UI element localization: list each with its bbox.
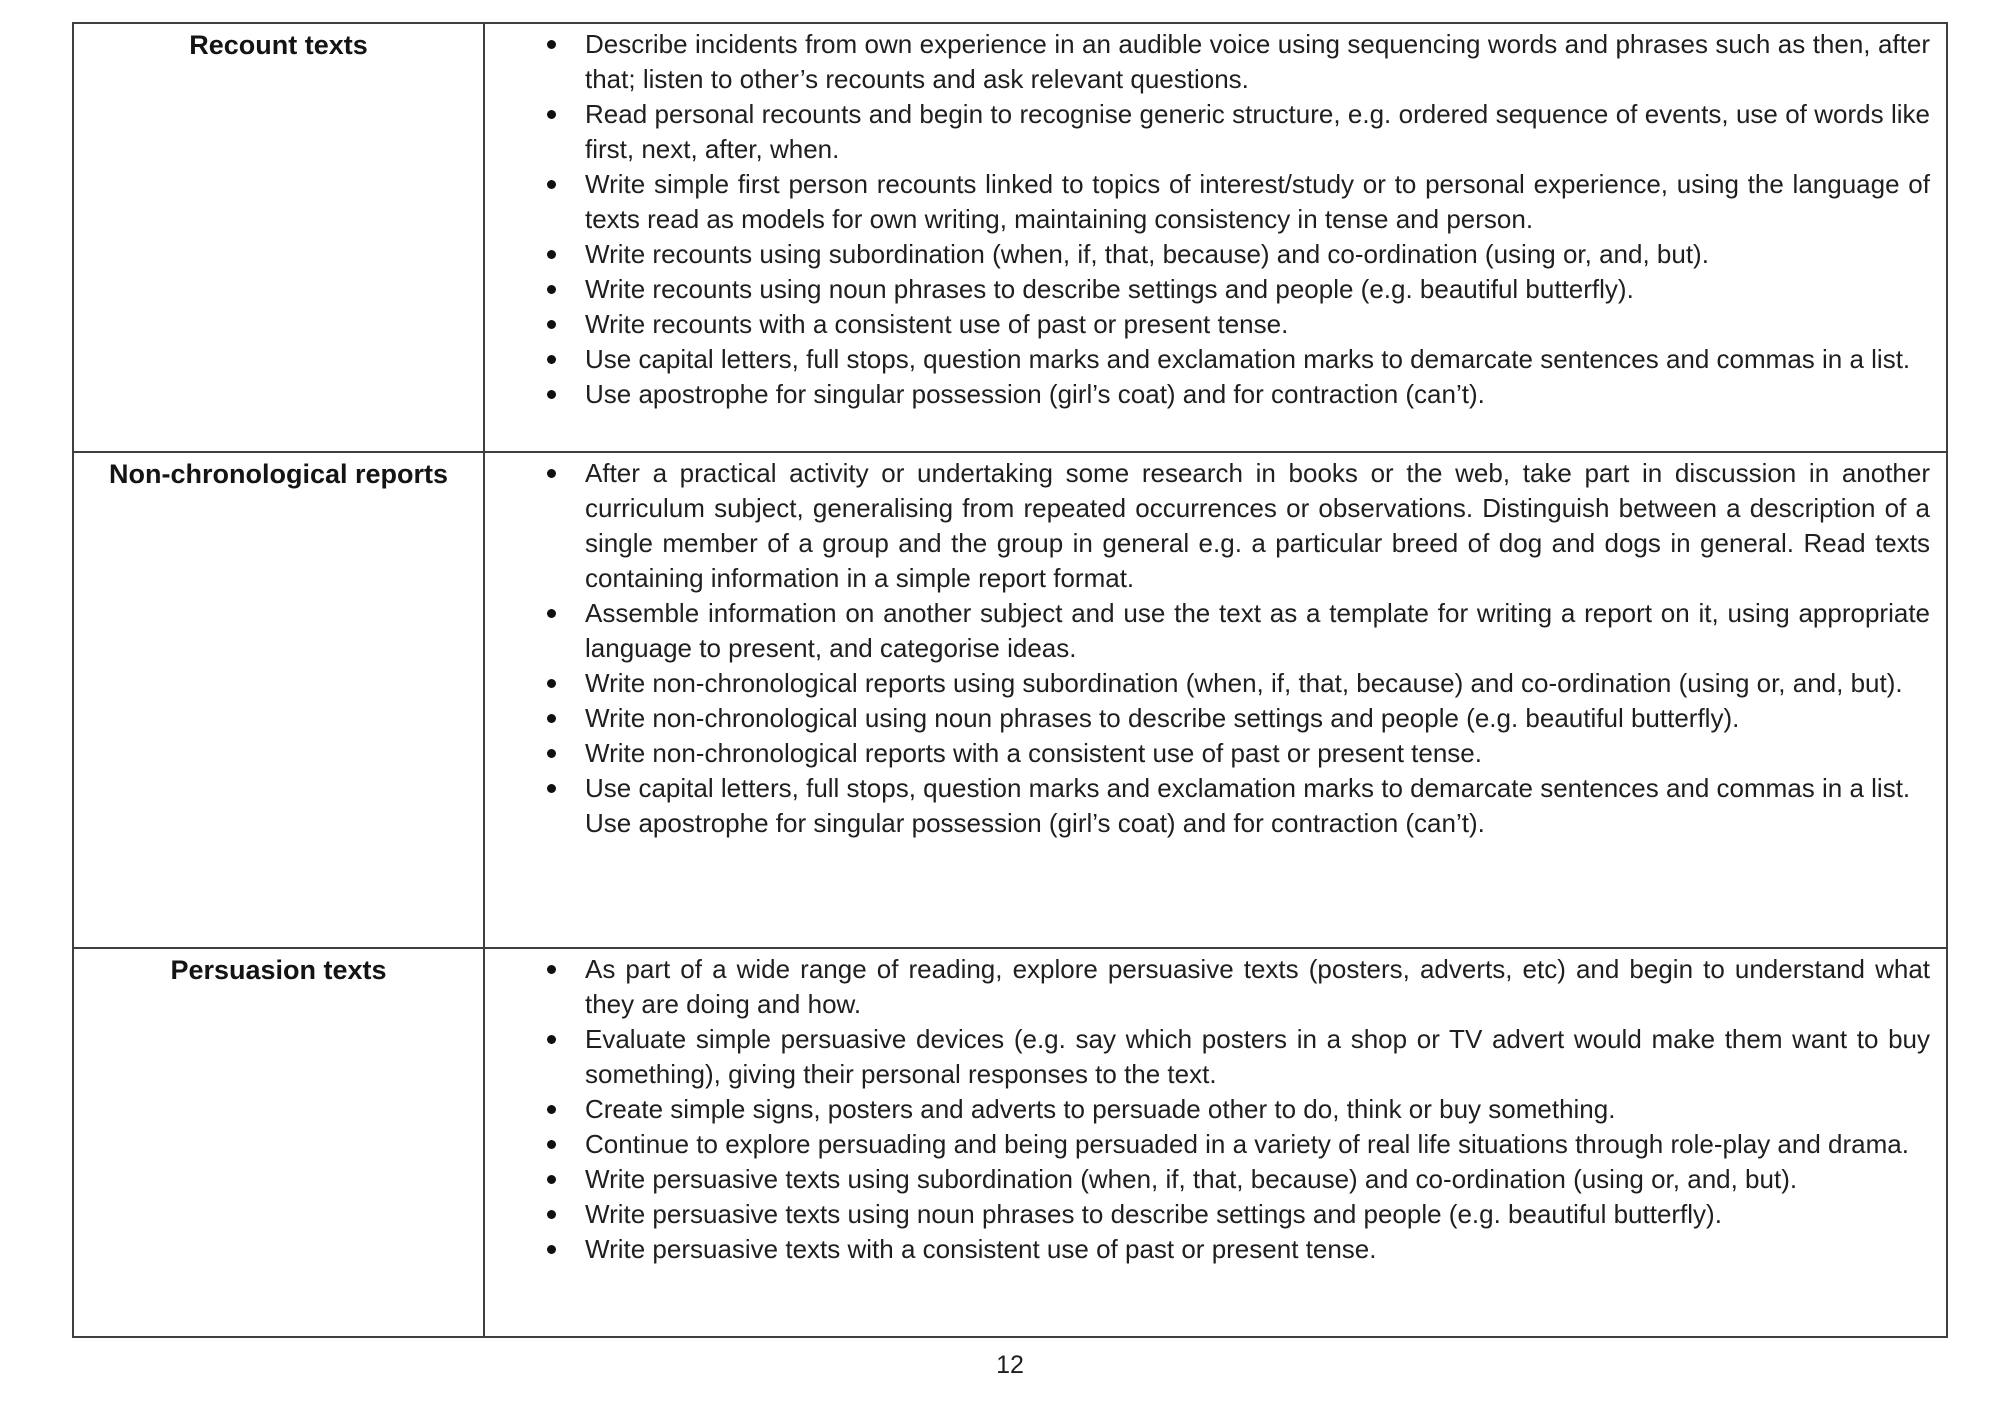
objective-item: Write recounts using subordination (when, if, that, because) and co-ordination (using or, and, but). bbox=[485, 237, 1930, 272]
objectives-cell bbox=[484, 948, 1947, 1337]
objectives-list bbox=[485, 456, 1930, 841]
objectives-cell bbox=[484, 452, 1947, 948]
objective-item: Read personal recounts and begin to recognise generic structure, e.g. ordered sequence of events, use of words like first, next, after, when. bbox=[485, 97, 1930, 167]
curriculum-table bbox=[72, 22, 1948, 1338]
text-type-cell bbox=[73, 23, 484, 452]
table-row bbox=[73, 948, 1947, 1337]
objective-item: Write non-chronological reports with a consistent use of past or present tense. bbox=[485, 736, 1930, 771]
objective-item: Write persuasive texts with a consistent use of past or present tense. bbox=[485, 1232, 1930, 1267]
objective-item: Assemble information on another subject and use the text as a template for writing a report on it, using appropriate language to present, and categorise ideas. bbox=[485, 596, 1930, 666]
objective-item: As part of a wide range of reading, explore persuasive texts (posters, adverts, etc) and begin to understand what they are doing and how. bbox=[485, 952, 1930, 1022]
objective-item: Create simple signs, posters and adverts to persuade other to do, think or buy something. bbox=[485, 1092, 1930, 1127]
objective-item: Write simple first person recounts linked to topics of interest/study or to personal experience, using the language of texts read as models for own writing, maintaining consistency in tense and person. bbox=[485, 167, 1930, 237]
objectives-list bbox=[485, 952, 1930, 1267]
text-type-cell bbox=[73, 948, 484, 1337]
table-row bbox=[73, 452, 1947, 948]
objective-item: Use apostrophe for singular possession (girl’s coat) and for contraction (can’t). bbox=[585, 808, 1485, 838]
objectives-list bbox=[485, 27, 1930, 412]
objective-item: Describe incidents from own experience in an audible voice using sequencing words and phrases such as then, after that; listen to other’s recounts and ask relevant questions. bbox=[485, 27, 1930, 97]
objective-item: Write recounts with a consistent use of past or present tense. bbox=[485, 307, 1930, 342]
objective-item: Use apostrophe for singular possession (girl’s coat) and for contraction (can’t). bbox=[485, 377, 1930, 412]
objective-item: Evaluate simple persuasive devices (e.g. say which posters in a shop or TV advert would make them want to buy something), giving their personal responses to the text. bbox=[485, 1022, 1930, 1092]
objective-item: Use capital letters, full stops, question marks and exclamation marks to demarcate sentences and commas in a list. bbox=[485, 771, 1930, 806]
text-type-label: Recount texts bbox=[189, 30, 368, 60]
objective-item: Write non-chronological using noun phrases to describe settings and people (e.g. beautiful butterfly). bbox=[485, 701, 1930, 736]
objective-item: After a practical activity or undertaking some research in books or the web, take part in discussion in another curriculum subject, generalising from repeated occurrences or observations. Distinguish between a description of a single member of a group and the group in general e.g. a particular breed of dog and dogs in general. Read texts containing information in a simple report format. bbox=[485, 456, 1930, 596]
table-row bbox=[73, 23, 1947, 452]
text-type-cell bbox=[73, 452, 484, 948]
text-type-label: Non-chronological reports bbox=[108, 459, 449, 489]
objective-item: Write recounts using noun phrases to describe settings and people (e.g. beautiful butterfly). bbox=[485, 272, 1930, 307]
curriculum-table-body bbox=[73, 23, 1947, 1337]
objective-item: Continue to explore persuading and being persuaded in a variety of real life situations through role-play and drama. bbox=[485, 1127, 1930, 1162]
objective-item: Write non-chronological reports using subordination (when, if, that, because) and co-ordination (using or, and, but). bbox=[485, 666, 1930, 701]
objective-item: Write persuasive texts using subordination (when, if, that, because) and co-ordination (using or, and, but). bbox=[485, 1162, 1930, 1197]
page-number: 12 bbox=[996, 1351, 1024, 1379]
objective-item: Use capital letters, full stops, question marks and exclamation marks to demarcate sentences and commas in a list. bbox=[485, 342, 1930, 377]
objectives-cell bbox=[484, 23, 1947, 452]
objective-item: Write persuasive texts using noun phrases to describe settings and people (e.g. beautiful butterfly). bbox=[485, 1197, 1930, 1232]
text-type-label: Persuasion texts bbox=[170, 955, 387, 985]
